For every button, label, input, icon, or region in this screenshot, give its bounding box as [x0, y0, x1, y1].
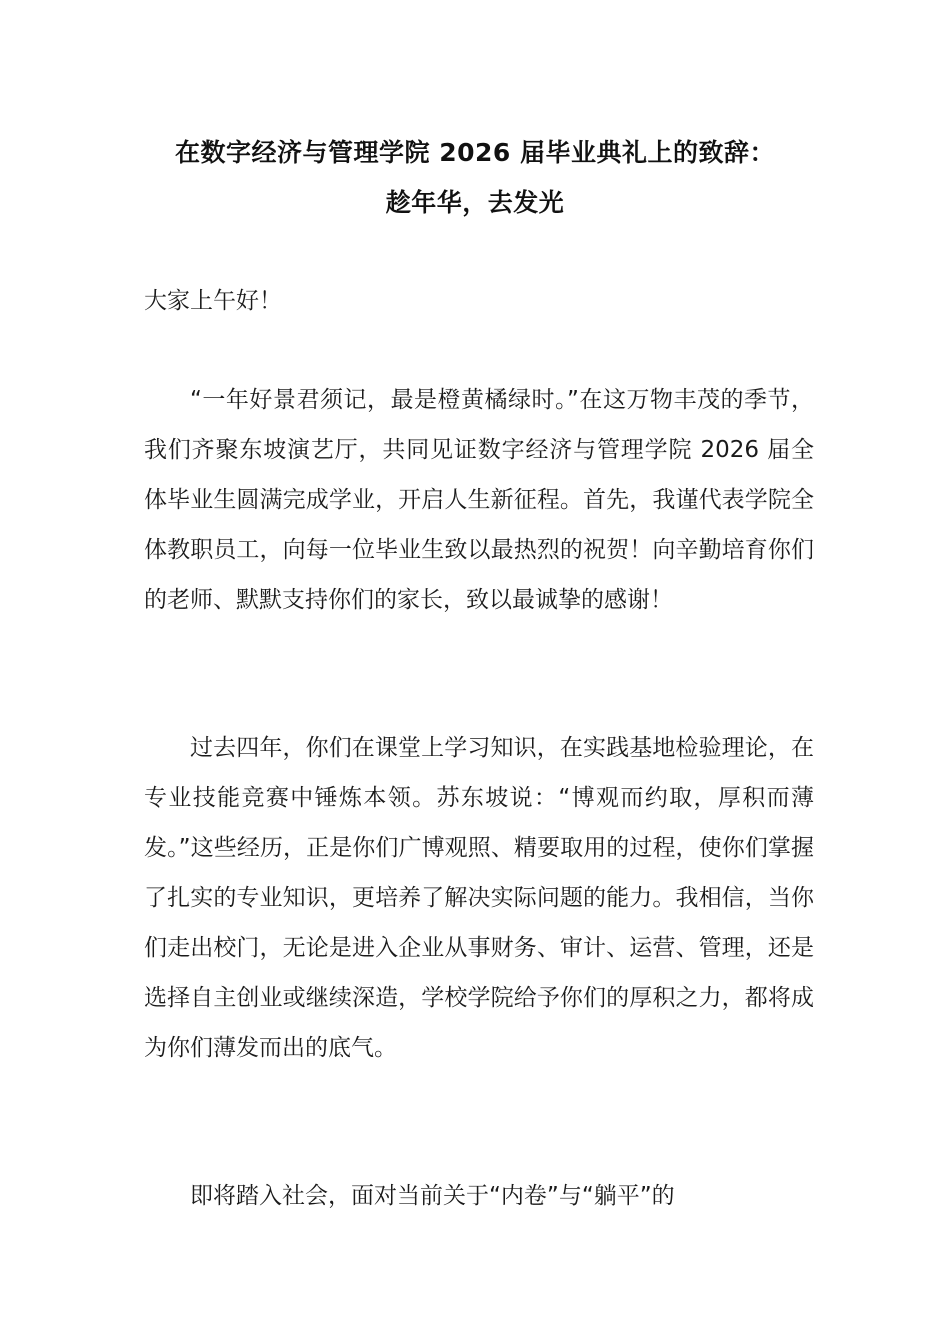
paragraph-1: “一年好景君须记，最是橙黄橘绿时。”在这万物丰茂的季节，我们齐聚东坡演艺厅，共同见证数字经济与管理学院 2026 届全体毕业生圆满完成学业，开启人生新征程。首先，我谨代表学院全体教职员工，向每一位毕业生致以最热烈的祝贺！向辛勤培育你们的老师、默默支持你们的家长，致以最诚挚的感谢！	[144, 387, 814, 613]
paragraph-2: 过去四年，你们在课堂上学习知识，在实践基地检验理论，在专业技能竞赛中锤炼本领。苏东坡说：“博观而约取，厚积而薄发。”这些经历，正是你们广博观照、精要取用的过程，使你们掌握了扎实的专业知识，更培养了解决实际问题的能力。我相信，当你们走出校门，无论是进入企业从事财务、审计、运营、管理，还是选择自主创业或继续深造，学校学院给予你们的厚积之力，都将成为你们薄发而出的底气。	[144, 735, 814, 1061]
greeting: 大家上午好！	[144, 288, 282, 314]
paragraph-3: 即将踏入社会，面对当前关于“内卷”与“躺平”的	[190, 1183, 675, 1209]
title-line-1: 在数字经济与管理学院 2026 届毕业典礼上的致辞：	[175, 138, 775, 167]
title-line-2: 趁年华，去发光	[385, 188, 565, 217]
document-title	[0, 128, 950, 228]
